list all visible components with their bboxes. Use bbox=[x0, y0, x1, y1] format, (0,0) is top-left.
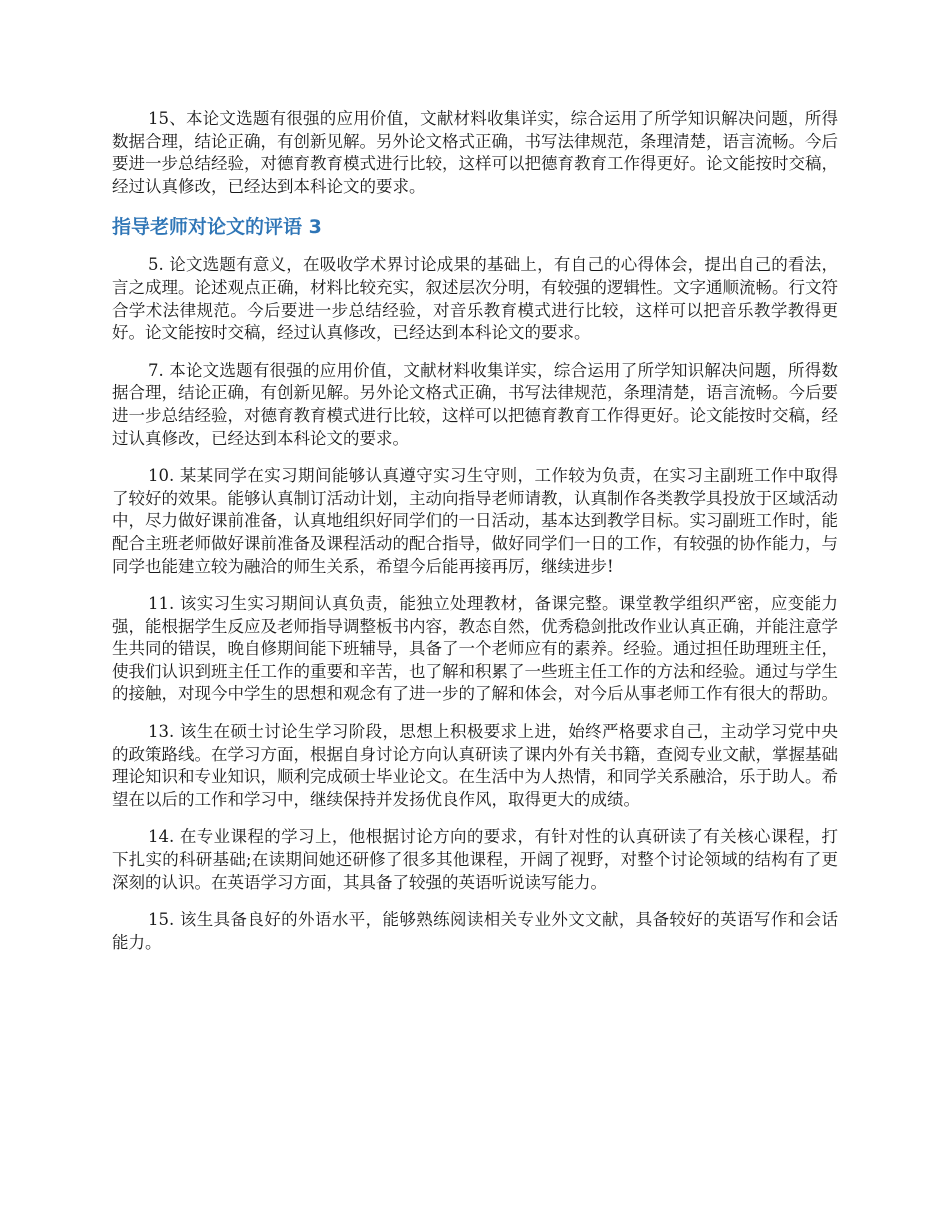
document-page bbox=[112, 108, 838, 969]
comment-paragraph-11: 11. 该实习生实习期间认真负责，能独立处理教材，备课完整。课堂教学组织严密，应变能力强，能根据学生反应及老师指导调整板书内容，教态自然，优秀稳剑批改作业认真正确，并能注意学生共同的错误，晚自修期间能下班辅导，具备了一个老师应有的素养。经验。通过担任助理班主任，使我们认识到班主任工作的重要和辛苦，也了解和积累了一些班主任工作的方法和经验。通过与学生的接触，对现今中学生的思想和观念有了进一步的了解和体会，对今后从事老师工作有很大的帮助。 bbox=[112, 594, 838, 704]
comment-paragraph-14: 14. 在专业课程的学习上，他根据讨论方向的要求，有针对性的认真研读了有关核心课程，打下扎实的科研基础;在读期间她还研修了很多其他课程，开阔了视野，对整个讨论领域的结构有了更深刻的认识。在英语学习方面，其具备了较强的英语听说读写能力。 bbox=[112, 827, 838, 892]
section-heading: 指导老师对论文的评语 3 bbox=[112, 216, 322, 239]
intro-paragraph: 15、本论文选题有很强的应用价值，文献材料收集详实，综合运用了所学知识解决问题，所得数据合理，结论正确，有创新见解。另外论文格式正确，书写法律规范，条理清楚，语言流畅。今后要进一步总结经验，对德育教育模式进行比较，这样可以把德育教育工作得更好。论文能按时交稿，经过认真修改，已经达到本科论文的要求。 bbox=[112, 109, 838, 196]
comment-paragraph-7: 7. 本论文选题有很强的应用价值，文献材料收集详实，综合运用了所学知识解决问题，所得数据合理，结论正确，有创新见解。另外论文格式正确，书写法律规范，条理清楚，语言流畅。今后要进一步总结经验，对德育教育模式进行比较，这样可以把德育教育工作得更好。论文能按时交稿，经过认真修改，已经达到本科论文的要求。 bbox=[112, 360, 838, 448]
comment-paragraph-5: 5. 论文选题有意义，在吸收学术界讨论成果的基础上，有自己的心得体会，提出自己的看法，言之成理。论述观点正确，材料比较充实，叙述层次分明，有较强的逻辑性。文字通顺流畅。行文符合学术法律规范。今后要进一步总结经验，对音乐教育模式进行比较，这样可以把音乐教学教得更好。论文能按时交稿，经过认真修改，已经达到本科论文的要求。 bbox=[112, 255, 838, 343]
comment-paragraph-15: 15. 该生具备良好的外语水平，能够熟练阅读相关专业外文文献，具备较好的英语写作和会话能力。 bbox=[112, 910, 838, 952]
comment-paragraph-13: 13. 该生在硕士讨论生学习阶段，思想上积极要求上进，始终严格要求自己，主动学习党中央的政策路线。在学习方面，根据自身讨论方向认真研读了课内外有关书籍，查阅专业文献，掌握基础理论知识和专业知识，顺利完成硕士毕业论文。在生活中为人热情，和同学关系融洽，乐于助人。希望在以后的工作和学习中，继续保持并发扬优良作风，取得更大的成绩。 bbox=[112, 722, 838, 809]
comment-paragraph-10: 10. 某某同学在实习期间能够认真遵守实习生守则，工作较为负责，在实习主副班工作中取得了较好的效果。能够认真制订活动计划，主动向指导老师请教，认真制作各类教学具投放于区域活动中，尽力做好课前准备，认真地组织好同学们的一日活动，基本达到教学目标。实习副班工作时，能配合主班老师做好课前准备及课程活动的配合指导，做好同学们一日的工作，有较强的协作能力，与同学也能建立较为融洽的师生关系，希望今后能再接再厉，继续进步! bbox=[112, 466, 838, 576]
